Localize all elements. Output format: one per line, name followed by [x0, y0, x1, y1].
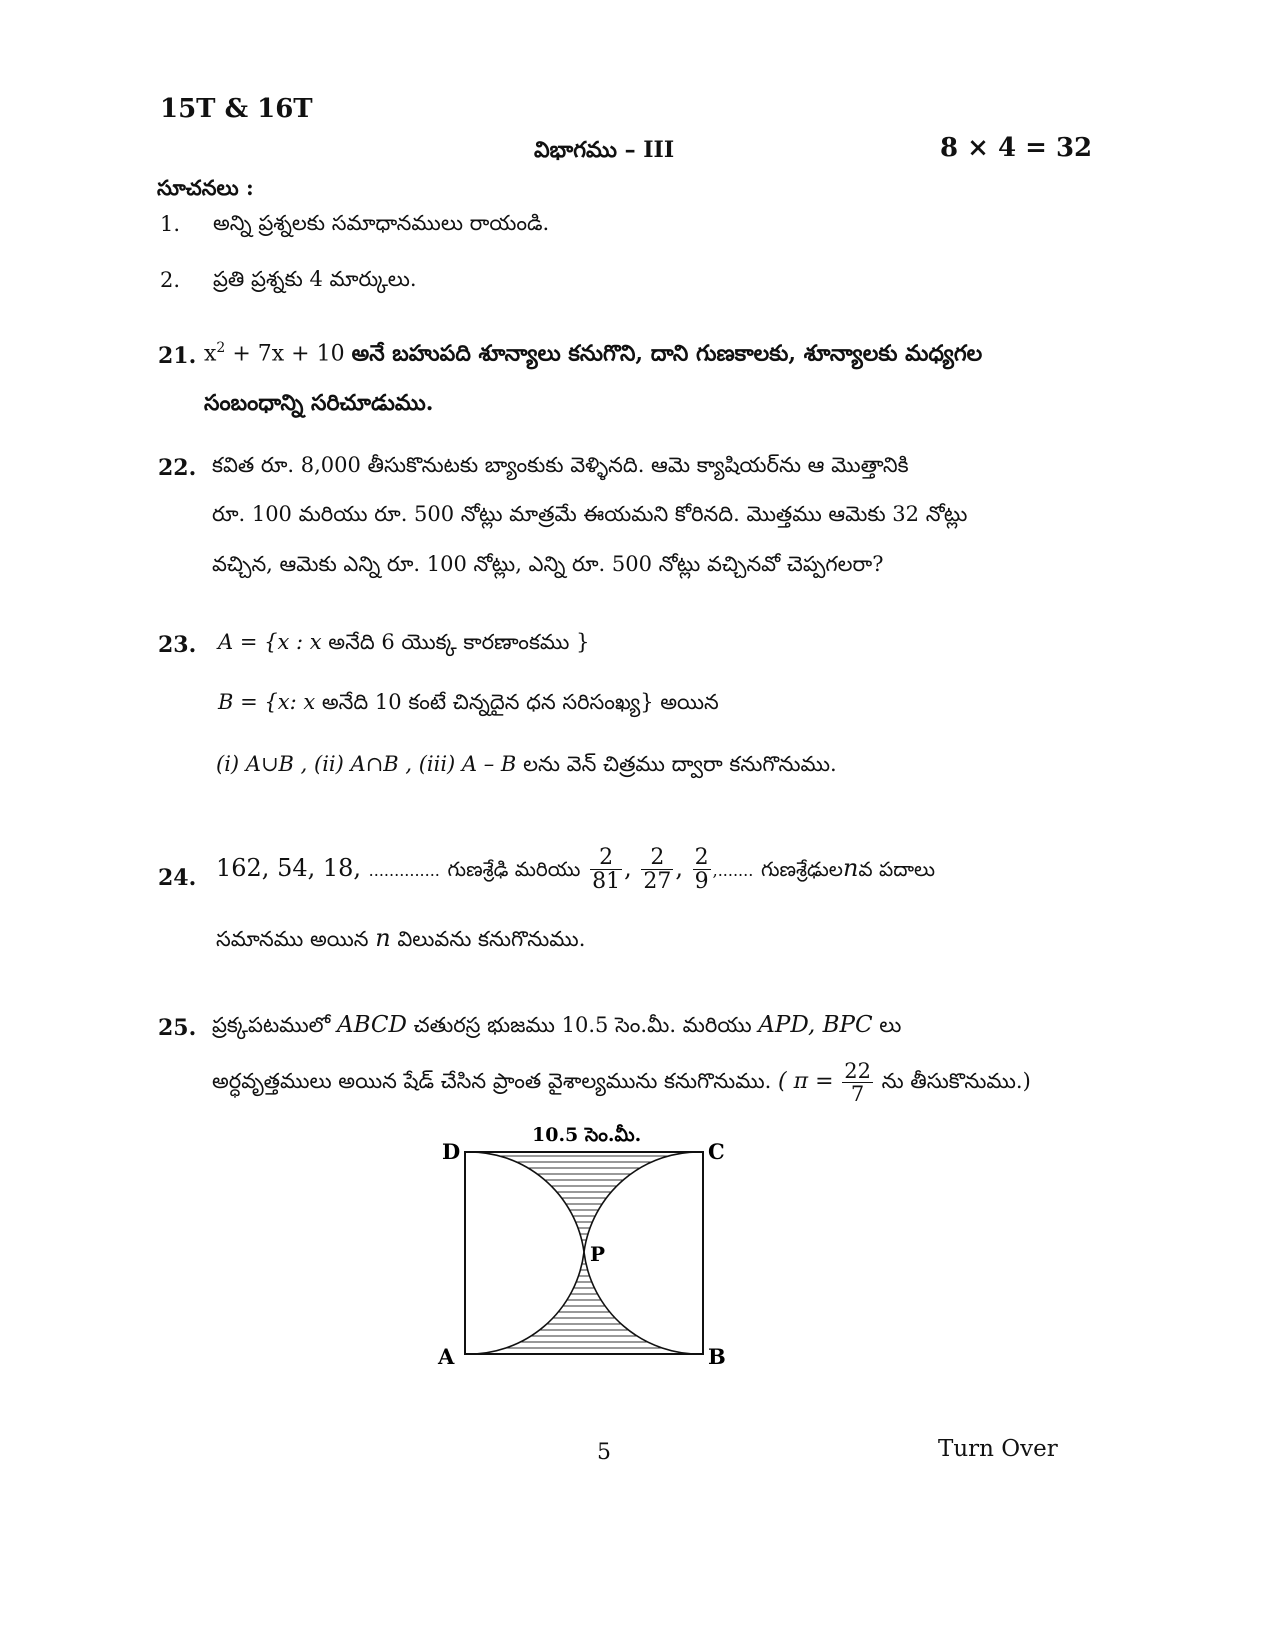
- q25-line-2: [212, 1060, 1031, 1105]
- q23-set-b-text: అనేది 10 కంటే చిన్నదైన ధన సరిసంఖ్య} అయిన: [321, 690, 719, 714]
- q25-line-1-b: చతురస్ర భుజము 10.5 సెం.మీ. మరియు: [413, 1013, 752, 1037]
- q21-poly-x: x: [204, 341, 217, 367]
- q24-fraction-1-den: 81: [592, 869, 621, 895]
- q24-n-variable-2: n: [375, 924, 391, 952]
- q23-set-a-text: అనేది 6 యొక్క కారణాంకము }: [328, 630, 590, 654]
- q24-line-1: 162, 54, 18, .............. గుణశ్రేఢి మరియు $\frac{2}{81}$ , $\frac{2}{27}$ , $\frac{2}{9}$ ,....... గుణశ్రేఢులnవ పదాలు: [216, 845, 936, 895]
- vertex-c-label: C: [708, 1139, 725, 1164]
- q22-line-2: రూ. 100 మరియు రూ. 500 నోట్లు మాత్రమే ఈయమని కోరినది. మొత్తము ఆమెకు 32 నోట్లు: [212, 502, 968, 526]
- side-length-label: 10.5 సెం.మీ.: [532, 1124, 642, 1146]
- q24-n-variable: n: [842, 854, 859, 883]
- q24-sequence-1: 162, 54, 18,: [216, 854, 362, 883]
- q24-line-2-a: సమానము అయిన: [216, 927, 369, 951]
- vertex-b-label: B: [708, 1344, 726, 1369]
- q23-line-3: [216, 752, 837, 782]
- section-title: విభాగము – III: [534, 137, 675, 163]
- q24-fraction-2-num: 2: [641, 846, 673, 870]
- q21-line-1: [204, 340, 982, 371]
- q21-text-1: అనే బహుపది శూన్యాలు కనుగొని, దాని గుణకాలకు, శూన్యాలకు మధ్యగల: [351, 340, 983, 367]
- vertex-a-label: A: [438, 1344, 455, 1369]
- q25-pi-fraction: [842, 1060, 873, 1105]
- q24-dots: ..............: [368, 861, 440, 881]
- q24-line-2-b: విలువను కనుగొనుము.: [397, 927, 586, 951]
- q25-semicircle-names: APD, BPC: [758, 1012, 873, 1038]
- turn-over-label: Turn Over: [938, 1436, 1058, 1462]
- q25-line-1-c: లు: [879, 1013, 902, 1037]
- point-p-label: P: [590, 1242, 606, 1266]
- q24-fraction-2-den: 27: [643, 869, 672, 895]
- q25-square-name: ABCD: [336, 1012, 407, 1038]
- instructions-heading: సూచనలు :: [157, 175, 254, 200]
- q24-fraction-2: [641, 846, 673, 893]
- q22-line-1: కవిత రూ. 8,000 తీసుకొనుటకు బ్యాంకుకు వెళ్ళినది. ఆమె క్యాషియర్‌ను ఆ మొత్తానికి: [212, 453, 909, 477]
- q23-set-b-lhs: B = {x: x: [218, 690, 316, 714]
- q23-set-a: [218, 630, 589, 660]
- q25-pi-numerator: 22: [844, 1059, 871, 1083]
- instruction-2-text: ప్రతి ప్రశ్నకు 4 మార్కులు.: [213, 267, 417, 291]
- q21-poly-rest: + 7x + 10: [232, 341, 345, 367]
- q23-line-3-text: లను వెన్ చిత్రము ద్వారా కనుగొనుము.: [523, 752, 837, 776]
- q21-number: 21.: [158, 343, 197, 369]
- q21-line-2: సంబంధాన్ని సరిచూడుము.: [204, 390, 434, 416]
- q22-number: 22.: [158, 455, 197, 481]
- instruction-2-number: 2.: [160, 268, 181, 292]
- q24-fraction-1-num: 2: [590, 846, 622, 870]
- q24-fraction-3-den: 9: [694, 869, 709, 895]
- paper-code: 15T & 16T: [160, 94, 313, 124]
- q23-set-operations: (i) A∪B , (ii) A∩B , (iii) A – B: [216, 752, 517, 776]
- q24-text-c: వ పదాలు: [858, 857, 936, 882]
- q25-number: 25.: [158, 1015, 197, 1041]
- vertex-d-label: D: [442, 1139, 461, 1164]
- q24-fraction-3: [693, 846, 711, 893]
- instruction-1-number: 1.: [160, 212, 181, 236]
- square-semicircle-figure: [420, 1115, 760, 1380]
- q24-number: 24.: [158, 865, 197, 891]
- q22-line-3: వచ్చిన, ఆమెకు ఎన్ని రూ. 100 నోట్లు, ఎన్ని రూ. 500 నోట్లు వచ్చినవో చెప్పగలరా?: [212, 552, 884, 576]
- q25-pi-denominator: 7: [850, 1082, 865, 1107]
- q21-poly-exponent: 2: [216, 340, 226, 356]
- q24-dots-2: ,.......: [712, 861, 754, 881]
- q24-fraction-3-num: 2: [694, 845, 709, 870]
- q23-set-b: [218, 690, 719, 720]
- q24-line-2: [216, 924, 585, 957]
- q25-line-2-a: అర్ధవృత్తములు అయిన షేడ్ చేసిన ప్రాంత వైశాల్యమును కనుగొనుము.: [212, 1069, 772, 1094]
- q25-pi-equals: ( π =: [778, 1069, 834, 1095]
- instruction-1-text: అన్ని ప్రశ్నలకు సమాధానములు రాయండి.: [213, 211, 550, 235]
- q24-text-b: గుణశ్రేఢుల: [760, 857, 843, 882]
- q24-text-a: గుణశ్రేఢి మరియు: [447, 857, 581, 882]
- page-number: 5: [597, 1440, 611, 1465]
- section-marks: 8 × 4 = 32: [940, 133, 1093, 163]
- q25-line-1: [212, 1012, 901, 1043]
- q24-fraction-1: [590, 846, 622, 893]
- q25-line-1-a: ప్రక్కపటములో: [212, 1013, 331, 1037]
- shaded-region: [460, 1156, 710, 1348]
- q25-line-2-b: ను తీసుకొనుము.): [881, 1069, 1031, 1094]
- q23-number: 23.: [158, 632, 197, 658]
- q23-set-a-lhs: A = {x : x: [218, 630, 322, 654]
